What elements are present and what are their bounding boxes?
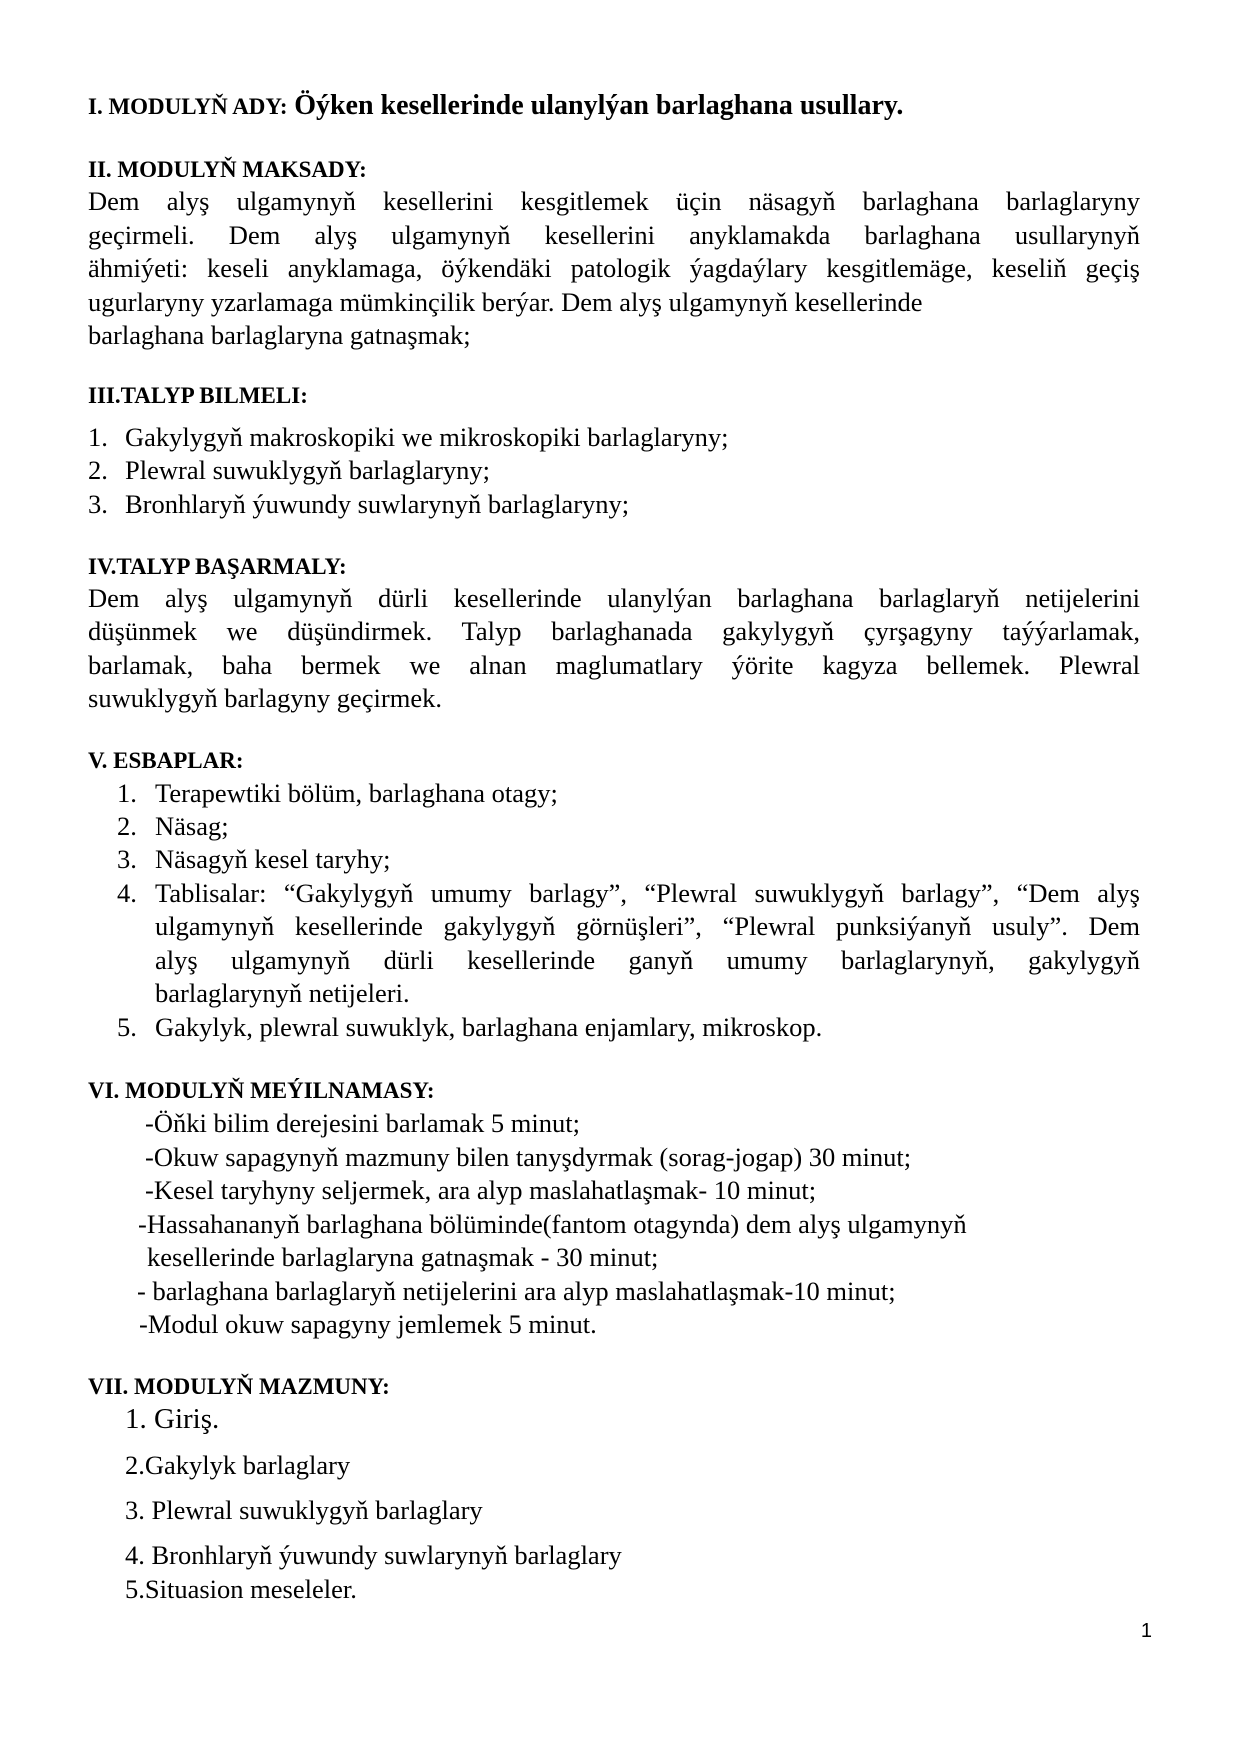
list-number: 1. (88, 422, 108, 452)
plan-line: -Öňki bilim derejesini barlamak 5 minut; (145, 1108, 580, 1138)
page-number: 1 (1140, 1620, 1152, 1642)
content-item: 4. Bronhlaryň ýuwundy suwlarynyň barlaglary (125, 1540, 622, 1570)
goal-line: ähmiýeti: keseli anyklamaga, öýkendäki patologik ýagdaýlary kesgitlemäge, keseliň geçiş (88, 253, 1140, 283)
module-name-title: Öýken kesellerinde ulanylýan barlaghana usullary. (294, 90, 904, 121)
skills-line: suwuklygyň barlagyny geçirmek. (88, 683, 442, 713)
list-number: 1. (117, 778, 137, 808)
list-number: 2. (88, 455, 108, 485)
list-item-continuation: barlaglarynyň netijeleri. (155, 978, 410, 1008)
plan-line: -Okuw sapagynyň mazmuny bilen tanyşdyrmak (sorag-jogap) 30 minut; (145, 1142, 912, 1172)
plan-line: kesellerinde barlaglaryna gatnaşmak - 30 minut; (147, 1242, 659, 1272)
list-item: Näsagyň kesel taryhy; (155, 844, 391, 874)
section-heading-goal: II. MODULYŇ MAKSADY: (88, 157, 367, 182)
list-item: Gakylygyň makroskopiki we mikroskopiki barlaglaryny; (125, 422, 729, 452)
goal-line: ugurlaryny yzarlamaga mümkinçilik berýar. Dem alyş ulgamynyň kesellerinde (88, 287, 923, 317)
skills-line: Dem alyş ulgamynyň dürli kesellerinde ulanylýan barlaghana barlaglaryň netijelerini (88, 583, 1140, 613)
list-item-continuation: ulgamynyň kesellerinde gakylygyň görnüşleri”, “Plewral punksiýanyň usuly”. Dem (155, 911, 1140, 941)
list-number: 3. (117, 844, 137, 874)
content-item: 3. Plewral suwuklygyň barlaglary (125, 1495, 483, 1525)
content-item: 1. Giriş. (125, 1403, 220, 1435)
goal-line: barlaghana barlaglaryna gatnaşmak; (88, 320, 471, 350)
list-item: Plewral suwuklygyň barlaglaryny; (125, 455, 491, 485)
goal-line: geçirmeli. Dem alyş ulgamynyň kesellerini anyklamakda barlaghana usullarynyň (88, 220, 1140, 250)
goal-line: Dem alyş ulgamynyň kesellerini kesgitlemek üçin näsagyň barlaghana barlaglaryny (88, 186, 1140, 216)
plan-line: -Modul okuw sapagyny jemlemek 5 minut. (139, 1309, 597, 1339)
list-item: Gakylyk, plewral suwuklyk, barlaghana enjamlary, mikroskop. (155, 1012, 823, 1042)
section-heading-content: VII. MODULYŇ MAZMUNY: (88, 1374, 390, 1399)
list-item: Näsag; (155, 811, 229, 841)
plan-line: - barlaghana barlaglaryň netijelerini ara alyp maslahatlaşmak-10 minut; (137, 1276, 896, 1306)
skills-line: düşünmek we düşündirmek. Talyp barlaghanada gakylygyň çyrşagyny taýýarlamak, (88, 616, 1140, 646)
list-number: 4. (117, 878, 137, 908)
list-item: Tablisalar: “Gakylygyň umumy barlagy”, “Plewral suwuklygyň barlagy”, “Dem alyş (155, 878, 1140, 908)
section-heading-plan: VI. MODULYŇ MEÝILNAMASY: (88, 1078, 435, 1103)
list-item: Terapewtiki bölüm, barlaghana otagy; (155, 778, 558, 808)
section-heading-equipment: V. ESBAPLAR: (88, 748, 244, 773)
content-item: 5.Situasion meseleler. (125, 1574, 357, 1604)
plan-line: -Hassahananyň barlaghana bölüminde(fantom otagynda) dem alyş ulgamynyň (138, 1209, 967, 1239)
section-heading-should-do: IV.TALYP BAŞARMALY: (88, 554, 347, 579)
list-number: 5. (117, 1012, 137, 1042)
list-number: 2. (117, 811, 137, 841)
section-heading-should-know: III.TALYP BILMELI: (88, 383, 308, 408)
list-item-continuation: alyş ulgamynyň dürli kesellerinde ganyň umumy barlaglarynyň, gakylygyň (155, 945, 1140, 975)
skills-line: barlamak, baha bermek we alnan maglumatlary ýörite kagyza bellemek. Plewral (88, 650, 1140, 680)
list-item: Bronhlaryň ýuwundy suwlarynyň barlaglaryny; (125, 489, 630, 519)
content-item: 2.Gakylyk barlaglary (125, 1450, 351, 1480)
list-number: 3. (88, 489, 108, 519)
module-name-heading (88, 88, 903, 124)
plan-line: -Kesel taryhyny seljermek, ara alyp maslahatlaşmak- 10 minut; (145, 1175, 817, 1205)
module-name-label: I. MODULYŇ ADY: (88, 94, 288, 119)
